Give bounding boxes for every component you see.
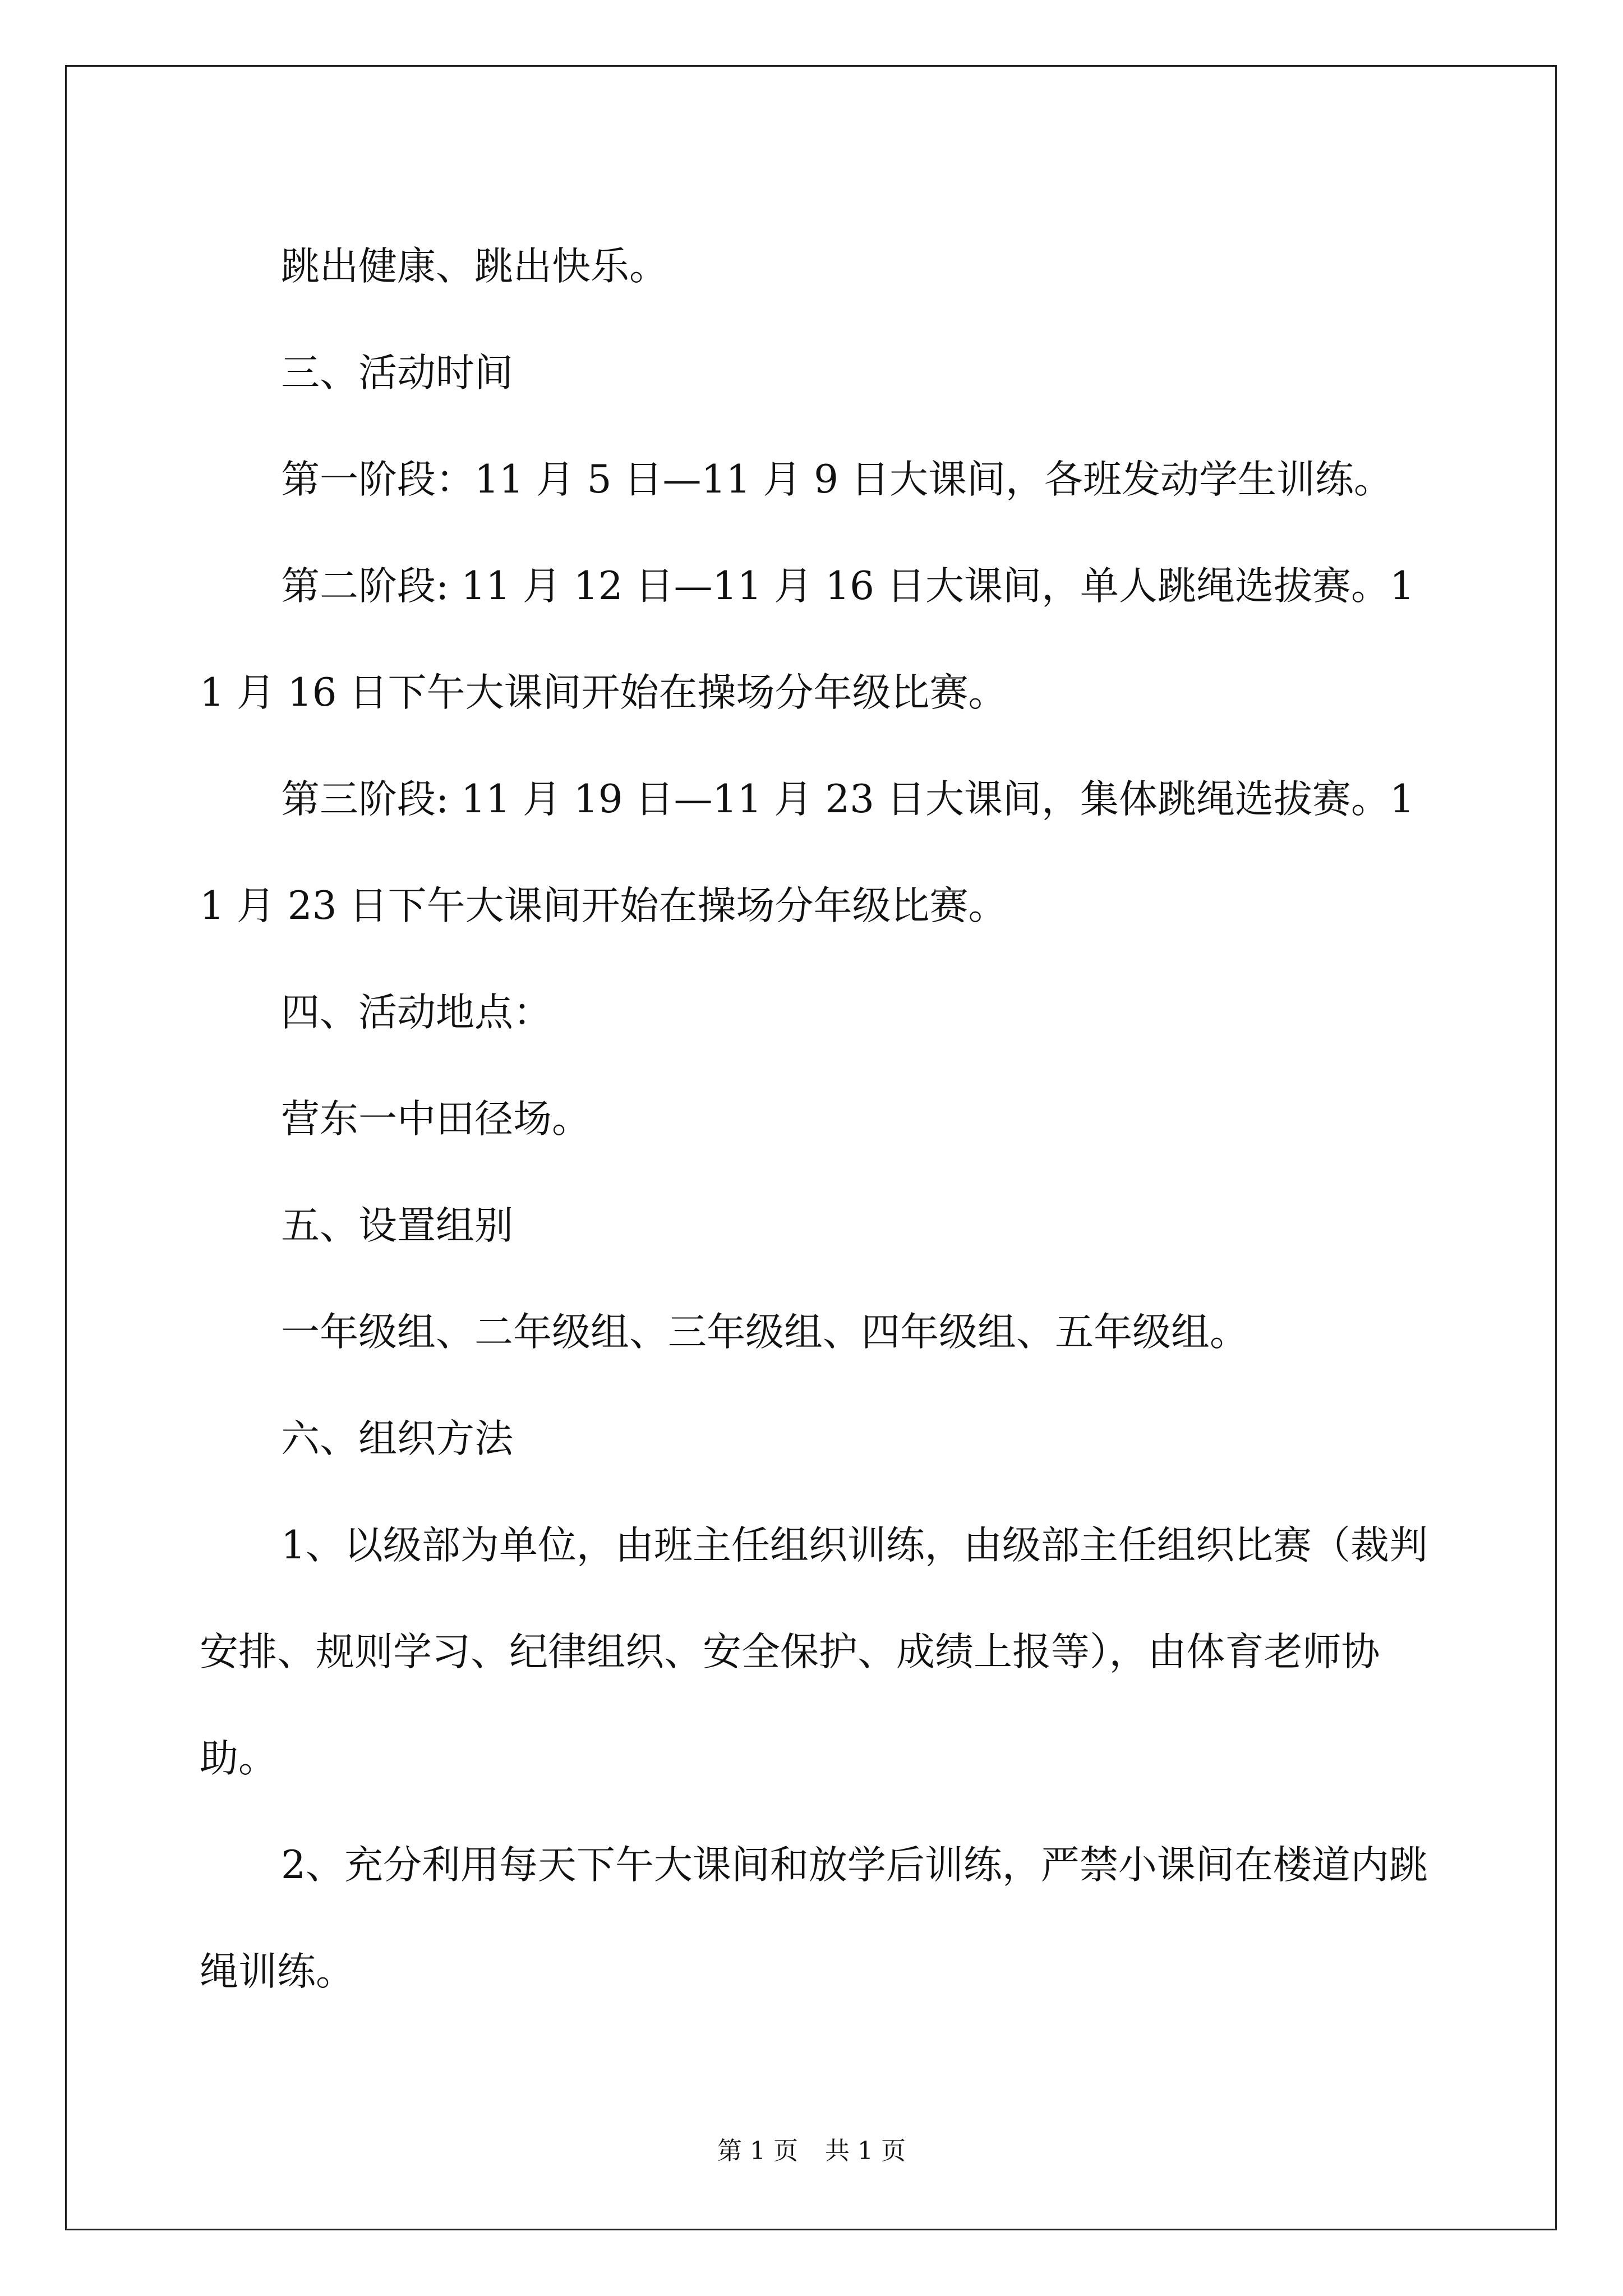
paragraph: 第一阶段：11 月 5 日—11 月 9 日大课间，各班发动学生训练。 — [281, 457, 1393, 502]
section-heading: 五、设置组别 — [281, 1203, 513, 1248]
page-number-current: 第 1 页 — [717, 2137, 798, 2165]
document-body — [200, 213, 1433, 2025]
paragraph: 2、充分利用每天下午大课间和放学后训练，严禁小课间在楼道内跳绳训练。 — [200, 1843, 1428, 1994]
page-number-total: 共 1 页 — [825, 2137, 906, 2165]
page-footer — [0, 2134, 1623, 2168]
paragraph: 营东一中田径场。 — [281, 1097, 591, 1142]
paragraph: 第三阶段: 11 月 19 日—11 月 23 日大课间，集体跳绳选拔赛。11 月 23 日下午大课间开始在操场分年级比赛。 — [200, 777, 1414, 928]
paragraph: 跳出健康、跳出快乐。 — [281, 244, 668, 289]
paragraph: 一年级组、二年级组、三年级组、四年级组、五年级组。 — [281, 1310, 1248, 1355]
paragraph: 1、以级部为单位，由班主任组织训练，由级部主任组织比赛（裁判安排、规则学习、纪律组织、安全保护、成绩上报等），由体育老师协助。 — [200, 1523, 1428, 1781]
paragraph: 第二阶段: 11 月 12 日—11 月 16 日大课间，单人跳绳选拔赛。11 月 16 日下午大课间开始在操场分年级比赛。 — [200, 564, 1414, 715]
section-heading: 三、活动时间 — [281, 351, 513, 395]
section-heading: 四、活动地点： — [281, 990, 552, 1035]
section-heading: 六、组织方法 — [281, 1416, 513, 1461]
